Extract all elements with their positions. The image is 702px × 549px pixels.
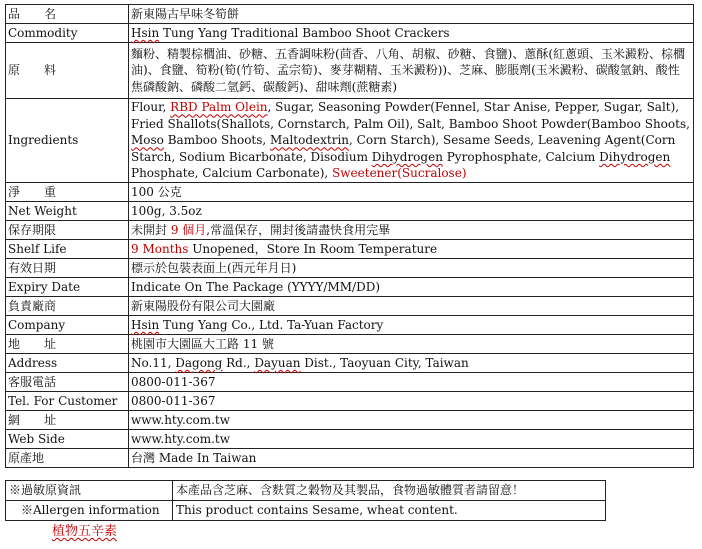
product-info-table — [5, 4, 694, 468]
text: Pyrophosphate, Calcium — [442, 149, 600, 164]
text: Tung Yang Co., Ltd. Ta-Yuan Factory — [159, 317, 384, 332]
allergen-label: ※Allergen information — [6, 501, 173, 521]
row-value: 台灣 Made In Taiwan — [129, 449, 694, 468]
word: Moso — [131, 133, 164, 148]
table-row — [6, 183, 694, 202]
row-label: 有效日期 — [6, 259, 129, 278]
commodity-rest: Tung Yang Traditional Bamboo Shoot Crackers — [163, 25, 450, 40]
row-value: 麵粉、精製棕櫚油、砂糖、五香調味粉(茴香、八角、胡椒、砂糖、食鹽)、蔥酥(紅蔥頭、玉米澱粉、棕櫚油)、食鹽、筍粉(筍(竹筍、孟宗筍)、麥芽糊精、玉米澱粉))、芝麻、膨脹劑(玉米澱粉、碳酸氫鈉、酸性焦磷酸鈉、磷酸二氫鈣、碳酸鈣)、甜味劑(蔗糖素) — [129, 43, 694, 99]
row-value — [129, 316, 694, 335]
row-label: 原產地 — [6, 449, 129, 468]
highlight-text: 9 個月 — [170, 222, 207, 237]
text: Flour, — [131, 100, 171, 115]
plant-label-text: 植物五辛素 — [52, 524, 118, 539]
text: , Sugar, Seasoning Powder(Fennel, Star Anise, Pepper, Sugar, Salt), Fried Shallots(Shallots, Cornstarch, Palm Oil), Salt, Bamboo Shoot Powder(Bamboo Shoots, — [131, 100, 690, 131]
row-label: Net Weight — [6, 202, 129, 221]
highlight-text: RBD Palm Olein — [170, 100, 268, 115]
table-row — [6, 278, 694, 297]
table-row — [6, 392, 694, 411]
row-label: Web Side — [6, 430, 129, 449]
ingredients-value — [129, 99, 694, 183]
text: ,常溫保存，開封後請盡快食用完畢 — [206, 222, 391, 237]
allergen-value: 本產品含芝麻、含麩質之穀物及其製品，食物過敏體質者請留意！ — [173, 481, 606, 501]
table-row — [6, 373, 694, 392]
table-row — [6, 43, 694, 99]
row-value — [129, 240, 694, 259]
table-row — [6, 259, 694, 278]
row-label: Ingredients — [6, 99, 129, 183]
row-value: www.hty.com.tw — [129, 411, 694, 430]
row-label: 保存期限 — [6, 221, 129, 240]
word: Dihydrogen — [599, 149, 671, 164]
table-row — [6, 316, 694, 335]
allergen-label: ※過敏原資訊 — [6, 481, 173, 501]
table-row — [6, 501, 606, 521]
table-row — [6, 221, 694, 240]
row-label: Tel. For Customer — [6, 392, 129, 411]
table-row — [6, 411, 694, 430]
row-label: Expiry Date — [6, 278, 129, 297]
allergen-value: This product contains Sesame, wheat content. — [173, 501, 606, 521]
allergen-table — [5, 480, 606, 521]
row-value: 100g, 3.5oz — [129, 202, 694, 221]
word: Hsin — [131, 25, 160, 40]
row-label: 負責廠商 — [6, 297, 129, 316]
row-value: 0800-011-367 — [129, 373, 694, 392]
table-row — [6, 99, 694, 183]
row-label: Address — [6, 354, 129, 373]
word: Dayuan — [254, 355, 301, 370]
plant-label — [52, 520, 117, 539]
row-label: 淨 重 — [6, 183, 129, 202]
text: Phosphate, Calcium Carbonate), — [131, 166, 333, 181]
row-value: www.hty.com.tw — [129, 430, 694, 449]
table-row — [6, 430, 694, 449]
row-label: 客服電話 — [6, 373, 129, 392]
text: No.11, — [131, 355, 176, 370]
row-value: 桃園市大園區大工路 11 號 — [129, 335, 694, 354]
text: Rd., — [222, 355, 255, 370]
text: Unopened，Store In Room Temperature — [188, 241, 438, 256]
row-value: 新東陽古早味冬筍餅 — [129, 5, 694, 24]
row-value: 標示於包裝表面上(西元年月日) — [129, 259, 694, 278]
row-value — [129, 221, 694, 240]
table-row — [6, 24, 694, 43]
row-label: Commodity — [6, 24, 129, 43]
row-value — [129, 354, 694, 373]
table-row — [6, 354, 694, 373]
row-label: 原 料 — [6, 43, 129, 99]
row-value: 0800-011-367 — [129, 392, 694, 411]
row-value: Indicate On The Package (YYYY/MM/DD) — [129, 278, 694, 297]
word: Dihydrogen — [371, 149, 443, 164]
highlight-text: Sweetener(Sucralose) — [332, 166, 467, 181]
word: Maltodextrin — [270, 133, 350, 148]
row-label: 地 址 — [6, 335, 129, 354]
row-label: 品 名 — [6, 5, 129, 24]
word: Hsin — [131, 317, 160, 332]
text: Dist., Taoyuan City, Taiwan — [300, 355, 469, 370]
table-row — [6, 335, 694, 354]
row-value: 100 公克 — [129, 183, 694, 202]
table-row — [6, 449, 694, 468]
text: 未開封 — [131, 222, 171, 237]
table-row — [6, 481, 606, 501]
table-row — [6, 240, 694, 259]
text: Bamboo Shoots, — [163, 133, 271, 148]
highlight-text: 9 Months — [131, 241, 189, 256]
word: Dagong — [175, 355, 223, 370]
row-label: 網 址 — [6, 411, 129, 430]
table-row — [6, 202, 694, 221]
row-label: Shelf Life — [6, 240, 129, 259]
row-value — [129, 24, 694, 43]
text: , Corn Starch), Sesame Seeds, Leavening Agent(Corn Starch, Sodium Bicarbonate, Disodium — [131, 133, 676, 164]
row-value: 新東陽股份有限公司大園廠 — [129, 297, 694, 316]
table-row — [6, 5, 694, 24]
table-row — [6, 297, 694, 316]
row-label: Company — [6, 316, 129, 335]
